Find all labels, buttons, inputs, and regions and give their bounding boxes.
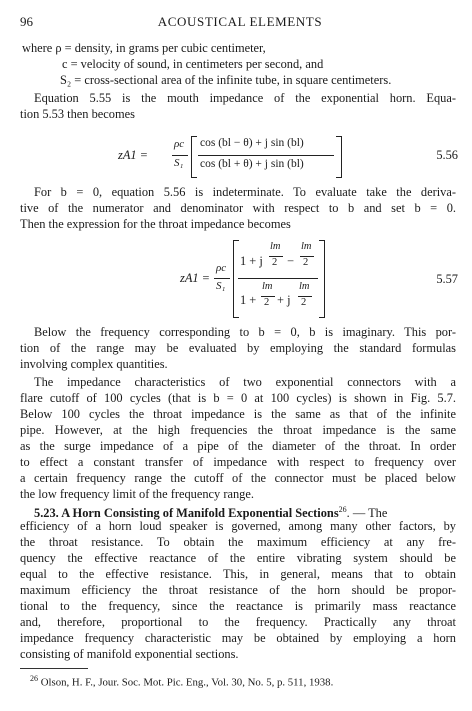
paragraph-line: tive of the numerator and denominator with respect to b and set b = 0. <box>20 201 456 215</box>
equation-lhs: zA1 = <box>180 271 211 285</box>
paragraph-line: efficiency of a horn loud speaker is governed, among many other factors, by <box>20 519 456 533</box>
paragraph-line: Below 100 cycles the throat impedance is the same as that of the infinite <box>20 407 456 421</box>
equation-number: 5.56 <box>436 148 458 162</box>
paragraph-line: as the surge impedance of a pipe of the diameter of the throat. In order <box>20 439 456 453</box>
definition-area: S₂ = cross-sectional area of the infinite tube, in square centimeters. <box>60 73 392 87</box>
coefficient-numerator: ρc <box>216 262 227 274</box>
fraction-numerator: lm <box>270 241 281 252</box>
fraction-bar <box>214 278 230 279</box>
paragraph-line: tion of the range may be evaluated by employing the standard formulas <box>20 341 456 355</box>
paragraph-line: flare cutoff of 100 cycles (that is b = 0 at 100 cycles) is shown in Fig. 5.7. <box>20 391 456 405</box>
equation-5-56 <box>118 136 368 180</box>
right-bracket <box>319 240 325 318</box>
paragraph-line: Then the expression for the throat impedance becomes <box>20 217 291 231</box>
footnote <box>30 674 333 689</box>
equation-denominator: cos (bl + θ) + j sin (bl) <box>200 158 304 170</box>
footnote-rule <box>20 668 88 669</box>
paragraph-line: tional to the frequency, since the reactance is primarily mass reactance <box>20 599 456 613</box>
section-heading-tail: . — The <box>346 506 388 521</box>
equation-lhs: zA1 = <box>118 148 149 162</box>
fraction-numerator: lm <box>299 281 310 292</box>
fraction-bar <box>198 155 334 156</box>
equation-5-57 <box>180 240 330 320</box>
definition-density: where ρ = density, in grams per cubic centimeter, <box>22 41 266 55</box>
definition-velocity: c = velocity of sound, in centimeters per second, and <box>62 57 324 71</box>
fraction-denominator: 2 <box>303 257 309 268</box>
paragraph-line: the low frequency limit of the frequency range. <box>20 487 254 501</box>
paragraph-line: and, therefore, proportional to the frequency. Practically any throat <box>20 615 456 629</box>
right-bracket <box>336 136 342 178</box>
fraction-bar <box>172 155 188 156</box>
footnote-text: Olson, H. F., Jour. Soc. Mot. Pic. Eng., Vol. 30, No. 5, p. 511, 1938. <box>38 676 334 689</box>
paragraph-line: quency the effective reactance of the entire vibrating system should be <box>20 551 456 565</box>
page-header <box>20 14 460 32</box>
coefficient-denominator: S₁ <box>174 157 184 169</box>
paragraph-line: pipe. However, at the high frequencies the throat impedance is the same <box>20 423 456 437</box>
paragraph-line: The impedance characteristics of two exponential connectors with a <box>34 375 456 389</box>
paragraph-line: Equation 5.55 is the mouth impedance of the exponential horn. Equa- <box>34 91 456 105</box>
section-heading: 5.23. A Horn Consisting of Manifold Exponential Sections <box>34 506 339 521</box>
paragraph-line: to effect a constant transfer of impedance with respect to frequency over <box>20 455 456 469</box>
paragraph-line: Below the frequency corresponding to b = 0, b is imaginary. This por- <box>34 325 456 339</box>
equation-numerator: cos (bl − θ) + j sin (bl) <box>200 137 304 149</box>
numerator-term: 1 + j <box>240 254 263 268</box>
fraction-denominator: 2 <box>301 297 307 308</box>
operator: − <box>287 254 294 268</box>
paragraph-line: consisting of manifold exponential sections. <box>20 647 239 661</box>
paragraph-line: maximum efficiency the throat resistance of the horn should be propor- <box>20 583 456 597</box>
left-bracket <box>233 240 239 318</box>
equation-number: 5.57 <box>436 272 458 286</box>
coefficient-numerator: ρc <box>174 138 185 150</box>
coefficient-denominator: S₁ <box>216 280 226 292</box>
paragraph-line: the throat resistance. To obtain the maximum efficiency at any fre- <box>20 535 456 549</box>
footnote-marker: 26 <box>30 674 38 683</box>
main-fraction-bar <box>238 278 318 279</box>
fraction-numerator: lm <box>262 281 273 292</box>
fraction-denominator: 2 <box>264 297 270 308</box>
paragraph-line: involving complex quantities. <box>20 357 168 371</box>
operator: + j <box>277 293 291 307</box>
paragraph-line: For b = 0, equation 5.56 is indeterminate. To evaluate take the deriva- <box>34 185 456 199</box>
fraction-denominator: 2 <box>272 257 278 268</box>
paragraph-line: impedance frequency characteristic may be obtained by employing a horn <box>20 631 456 645</box>
paragraph-line: a certain frequency range the cutoff of the connector must be placed below <box>20 471 456 485</box>
denominator-term: 1 + <box>240 293 257 307</box>
running-head: ACOUSTICAL ELEMENTS <box>157 14 323 29</box>
fraction-numerator: lm <box>301 241 312 252</box>
paragraph-line: tion 5.53 then becomes <box>20 107 135 121</box>
left-bracket <box>191 136 197 178</box>
paragraph-line: equal to the effective resistance. This, in general, means that to obtain <box>20 567 456 581</box>
footnote-ref: 26 <box>338 505 347 514</box>
page-number: 96 <box>20 14 33 29</box>
